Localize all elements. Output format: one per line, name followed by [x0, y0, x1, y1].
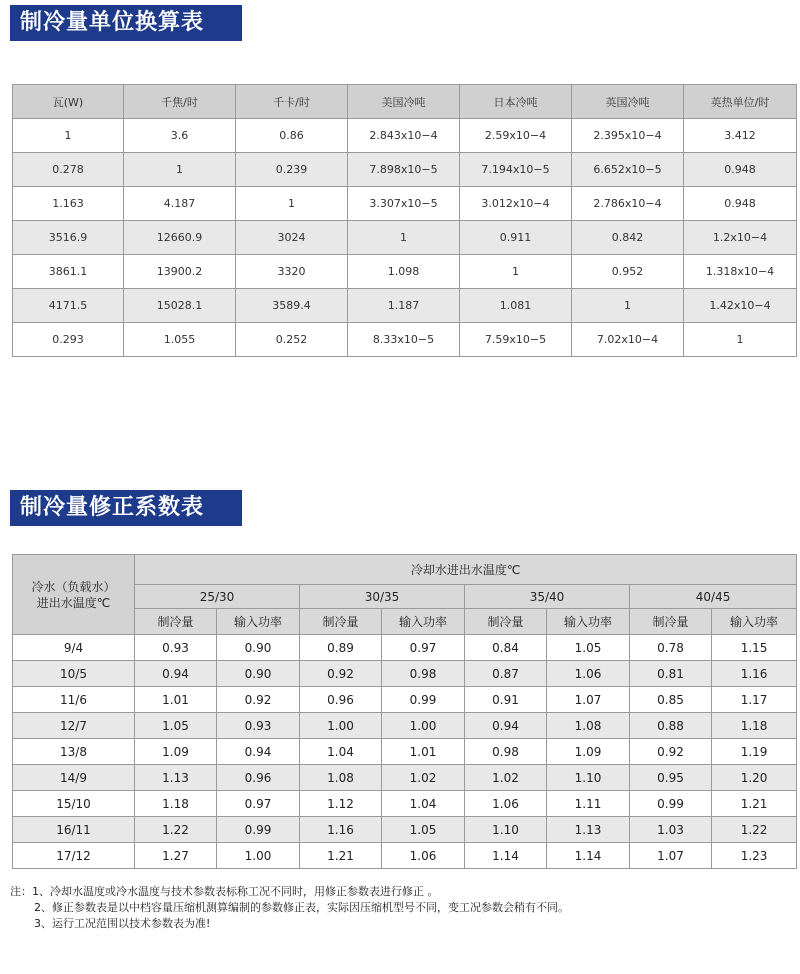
table-cell: 7.02x10−4: [572, 323, 684, 357]
notes-block: [10, 884, 790, 932]
table-cell: 3.012x10−4: [460, 187, 572, 221]
table-cell: 1.00: [300, 713, 382, 739]
range-header: 30/35: [300, 585, 465, 609]
table-cell: 3861.1: [13, 255, 124, 289]
correction-header-row-1: [13, 555, 797, 585]
table-cell: 1.09: [547, 739, 630, 765]
range-header: 35/40: [465, 585, 630, 609]
table-cell: 0.90: [217, 635, 300, 661]
table-cell: 0.92: [217, 687, 300, 713]
table-row: [13, 765, 797, 791]
table-cell: 1.14: [547, 843, 630, 869]
table-row: [13, 153, 797, 187]
header-kj-per-hour: 千焦/时: [124, 85, 236, 119]
table-cell: 0.87: [465, 661, 547, 687]
table-cell: 1.01: [382, 739, 465, 765]
table-cell: 0.99: [217, 817, 300, 843]
table-cell: 0.93: [135, 635, 217, 661]
table-cell: 1.02: [465, 765, 547, 791]
table-cell: 1.12: [300, 791, 382, 817]
conversion-table-title: 制冷量单位换算表: [10, 5, 242, 41]
table-cell: 1.05: [382, 817, 465, 843]
table-cell: 3320: [236, 255, 348, 289]
table-cell: 1.05: [547, 635, 630, 661]
table-cell: 0.94: [217, 739, 300, 765]
table-cell: 0.97: [382, 635, 465, 661]
table-cell: 4.187: [124, 187, 236, 221]
table-row: [13, 817, 797, 843]
table-cell: 14/9: [13, 765, 135, 791]
table-cell: 1.27: [135, 843, 217, 869]
table-cell: 8.33x10−5: [348, 323, 460, 357]
table-cell: 1.06: [547, 661, 630, 687]
table-cell: 0.94: [465, 713, 547, 739]
range-header: 25/30: [135, 585, 300, 609]
table-row: [13, 661, 797, 687]
table-cell: 0.948: [684, 187, 797, 221]
sub-header-input-power: 输入功率: [712, 609, 797, 635]
table-cell: 1.21: [300, 843, 382, 869]
header-watt: 瓦(W): [13, 85, 124, 119]
table-cell: 7.59x10−5: [460, 323, 572, 357]
table-cell: 0.252: [236, 323, 348, 357]
table-cell: 1.22: [712, 817, 797, 843]
table-cell: 0.99: [382, 687, 465, 713]
table-row: [13, 713, 797, 739]
corner-line-1: 冷水（负载水）: [31, 579, 116, 594]
table-cell: 3.412: [684, 119, 797, 153]
table-cell: 0.95: [630, 765, 712, 791]
table-cell: 1.055: [124, 323, 236, 357]
table-row: [13, 687, 797, 713]
table-cell: 10/5: [13, 661, 135, 687]
header-btu-per-hour: 英热单位/时: [684, 85, 797, 119]
table-cell: 1: [684, 323, 797, 357]
table-cell: 0.96: [217, 765, 300, 791]
table-cell: 1.42x10−4: [684, 289, 797, 323]
chilled-water-temp-header: [13, 555, 135, 635]
correction-factor-table: [12, 554, 797, 869]
table-cell: 17/12: [13, 843, 135, 869]
table-cell: 11/6: [13, 687, 135, 713]
sub-header-input-power: 输入功率: [547, 609, 630, 635]
table-cell: 0.98: [382, 661, 465, 687]
table-cell: 0.89: [300, 635, 382, 661]
table-cell: 0.85: [630, 687, 712, 713]
table-cell: 1.08: [300, 765, 382, 791]
table-cell: 1: [572, 289, 684, 323]
table-cell: 7.898x10−5: [348, 153, 460, 187]
table-cell: 13900.2: [124, 255, 236, 289]
table-cell: 1.07: [630, 843, 712, 869]
table-cell: 9/4: [13, 635, 135, 661]
table-cell: 1.22: [135, 817, 217, 843]
table-cell: 6.652x10−5: [572, 153, 684, 187]
table-cell: 1.03: [630, 817, 712, 843]
header-us-ton: 美国冷吨: [348, 85, 460, 119]
table-cell: 1.02: [382, 765, 465, 791]
table-row: [13, 221, 797, 255]
table-cell: 1.187: [348, 289, 460, 323]
table-cell: 1.21: [712, 791, 797, 817]
note-line: 2、修正参数表是以中档容量压缩机测算编制的参数修正表，实际因压缩机型号不同，变工况参数会稍有不同。: [34, 901, 569, 914]
table-cell: 1.00: [382, 713, 465, 739]
table-cell: 1.318x10−4: [684, 255, 797, 289]
table-cell: 0.88: [630, 713, 712, 739]
note-line: 注：1、冷却水温度或冷水温度与技术参数表标称工况不同时，用修正参数表进行修正 。: [10, 885, 439, 898]
table-cell: 2.395x10−4: [572, 119, 684, 153]
header-japan-ton: 日本冷吨: [460, 85, 572, 119]
conversion-header-row: [13, 85, 797, 119]
table-cell: 1.01: [135, 687, 217, 713]
table-cell: 4171.5: [13, 289, 124, 323]
table-cell: 1.15: [712, 635, 797, 661]
table-cell: 1.09: [135, 739, 217, 765]
table-cell: 0.81: [630, 661, 712, 687]
table-cell: 0.911: [460, 221, 572, 255]
header-uk-ton: 英国冷吨: [572, 85, 684, 119]
table-row: [13, 843, 797, 869]
table-cell: 1.16: [300, 817, 382, 843]
table-cell: 16/11: [13, 817, 135, 843]
table-cell: 1.13: [135, 765, 217, 791]
table-row: [13, 791, 797, 817]
table-cell: 0.278: [13, 153, 124, 187]
table-cell: 2.843x10−4: [348, 119, 460, 153]
table-cell: 1.13: [547, 817, 630, 843]
table-cell: 1.07: [547, 687, 630, 713]
table-cell: 1: [13, 119, 124, 153]
sub-header-input-power: 输入功率: [382, 609, 465, 635]
table-cell: 1.2x10−4: [684, 221, 797, 255]
table-cell: 0.98: [465, 739, 547, 765]
table-cell: 0.78: [630, 635, 712, 661]
table-cell: 1.23: [712, 843, 797, 869]
table-cell: 1.06: [382, 843, 465, 869]
table-row: [13, 119, 797, 153]
table-cell: 3516.9: [13, 221, 124, 255]
table-row: [13, 323, 797, 357]
table-cell: 1.06: [465, 791, 547, 817]
range-header: 40/45: [630, 585, 797, 609]
sub-header-capacity: 制冷量: [135, 609, 217, 635]
header-kcal-per-hour: 千卡/时: [236, 85, 348, 119]
table-cell: 0.86: [236, 119, 348, 153]
sub-header-capacity: 制冷量: [300, 609, 382, 635]
table-cell: 0.948: [684, 153, 797, 187]
table-cell: 1: [460, 255, 572, 289]
table-cell: 15028.1: [124, 289, 236, 323]
table-cell: 12660.9: [124, 221, 236, 255]
table-cell: 1.10: [465, 817, 547, 843]
table-cell: 1.05: [135, 713, 217, 739]
sub-header-capacity: 制冷量: [465, 609, 547, 635]
table-cell: 1.081: [460, 289, 572, 323]
table-cell: 2.786x10−4: [572, 187, 684, 221]
table-row: [13, 635, 797, 661]
table-cell: 1.19: [712, 739, 797, 765]
table-cell: 1: [124, 153, 236, 187]
table-row: [13, 255, 797, 289]
table-cell: 0.293: [13, 323, 124, 357]
table-cell: 0.842: [572, 221, 684, 255]
table-cell: 0.90: [217, 661, 300, 687]
table-cell: 2.59x10−4: [460, 119, 572, 153]
table-cell: 1.18: [135, 791, 217, 817]
table-cell: 3589.4: [236, 289, 348, 323]
table-row: [13, 187, 797, 221]
table-cell: 0.93: [217, 713, 300, 739]
cooling-water-temp-header: 冷却水进出水温度℃: [135, 555, 797, 585]
table-cell: 1.18: [712, 713, 797, 739]
table-cell: 15/10: [13, 791, 135, 817]
correction-table-title: 制冷量修正系数表: [10, 490, 242, 526]
table-cell: 1.04: [382, 791, 465, 817]
table-row: [13, 739, 797, 765]
note-line: 3、运行工况范围以技术参数表为准!: [34, 917, 211, 930]
table-cell: 1: [348, 221, 460, 255]
sub-header-capacity: 制冷量: [630, 609, 712, 635]
table-cell: 3.6: [124, 119, 236, 153]
table-cell: 1.14: [465, 843, 547, 869]
table-row: [13, 289, 797, 323]
table-cell: 1: [236, 187, 348, 221]
table-cell: 12/7: [13, 713, 135, 739]
table-cell: 1.08: [547, 713, 630, 739]
table-cell: 1.16: [712, 661, 797, 687]
table-cell: 0.94: [135, 661, 217, 687]
table-cell: 3024: [236, 221, 348, 255]
table-cell: 0.97: [217, 791, 300, 817]
table-cell: 0.239: [236, 153, 348, 187]
table-cell: 13/8: [13, 739, 135, 765]
table-cell: 7.194x10−5: [460, 153, 572, 187]
corner-line-2: 进出水温度℃: [36, 595, 111, 610]
table-cell: 0.84: [465, 635, 547, 661]
sub-header-input-power: 输入功率: [217, 609, 300, 635]
table-cell: 0.92: [300, 661, 382, 687]
table-cell: 1.098: [348, 255, 460, 289]
table-cell: 1.11: [547, 791, 630, 817]
table-cell: 1.10: [547, 765, 630, 791]
table-cell: 1.00: [217, 843, 300, 869]
table-cell: 1.17: [712, 687, 797, 713]
table-cell: 0.91: [465, 687, 547, 713]
table-cell: 0.99: [630, 791, 712, 817]
table-cell: 0.952: [572, 255, 684, 289]
table-cell: 1.20: [712, 765, 797, 791]
table-cell: 0.92: [630, 739, 712, 765]
table-cell: 0.96: [300, 687, 382, 713]
unit-conversion-table: [12, 84, 797, 357]
table-cell: 3.307x10−5: [348, 187, 460, 221]
table-cell: 1.163: [13, 187, 124, 221]
table-cell: 1.04: [300, 739, 382, 765]
